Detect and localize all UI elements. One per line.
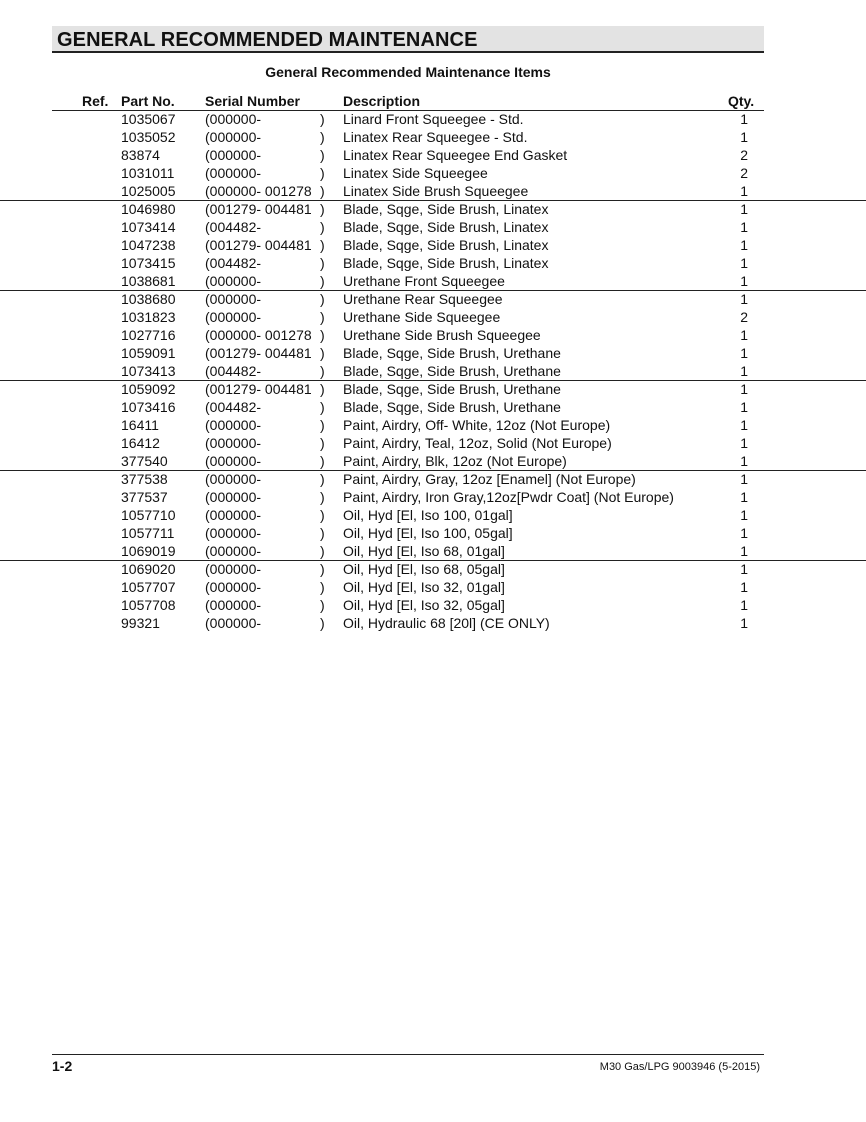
part-number-cell: 1057711 [121, 525, 175, 541]
part-number-cell: 1057710 [121, 507, 176, 523]
quantity-cell: 2 [740, 309, 748, 325]
serial-close-paren: ) [320, 561, 325, 577]
serial-number-cell: (004482- [205, 399, 262, 415]
description-cell: Blade, Sqge, Side Brush, Urethane [343, 363, 561, 379]
description-cell: Linatex Side Brush Squeegee [343, 183, 529, 199]
quantity-cell: 1 [740, 525, 748, 541]
serial-close-paren: ) [320, 417, 325, 433]
part-number-cell: 1069020 [121, 561, 176, 577]
quantity-cell: 1 [740, 327, 748, 343]
table-row [0, 129, 866, 147]
serial-close-paren: ) [320, 309, 325, 325]
quantity-cell: 1 [740, 255, 748, 271]
part-number-cell: 99321 [121, 615, 160, 631]
serial-number-cell: (000000- 001278 [205, 183, 312, 199]
part-number-cell: 1038680 [121, 291, 176, 307]
serial-number-cell: (000000- [205, 165, 262, 181]
part-number-cell: 377537 [121, 489, 168, 505]
serial-number-cell: (000000- [205, 453, 262, 469]
column-header-qty: Qty. [728, 93, 755, 109]
footer-divider [52, 1054, 764, 1055]
part-number-cell: 1073413 [121, 363, 176, 379]
description-cell: Blade, Sqge, Side Brush, Linatex [343, 219, 549, 235]
serial-close-paren: ) [320, 381, 325, 397]
serial-number-cell: (000000- [205, 471, 262, 487]
serial-close-paren: ) [320, 183, 325, 199]
part-number-cell: 1025005 [121, 183, 176, 199]
part-number-cell: 1073415 [121, 255, 176, 271]
table-row [0, 309, 866, 327]
part-number-cell: 1038681 [121, 273, 176, 289]
table-row [0, 345, 866, 363]
description-cell: Blade, Sqge, Side Brush, Urethane [343, 345, 561, 361]
serial-close-paren: ) [320, 201, 325, 217]
serial-number-cell: (004482- [205, 255, 262, 271]
quantity-cell: 1 [740, 489, 748, 505]
serial-close-paren: ) [320, 345, 325, 361]
description-cell: Linatex Side Squeegee [343, 165, 488, 181]
table-row [0, 219, 866, 237]
table-row [0, 201, 866, 219]
table-row [0, 543, 866, 561]
table-row [0, 615, 866, 633]
description-cell: Blade, Sqge, Side Brush, Linatex [343, 237, 549, 253]
description-cell: Oil, Hydraulic 68 [20l] (CE ONLY) [343, 615, 550, 631]
table-row [0, 453, 866, 471]
table-row [0, 489, 866, 507]
quantity-cell: 1 [740, 507, 748, 523]
quantity-cell: 1 [740, 453, 748, 469]
serial-close-paren: ) [320, 471, 325, 487]
description-cell: Urethane Side Squeegee [343, 309, 501, 325]
part-number-cell: 1059092 [121, 381, 176, 397]
column-header-serial-number: Serial Number [205, 93, 300, 109]
description-cell: Blade, Sqge, Side Brush, Linatex [343, 201, 549, 217]
quantity-cell: 1 [740, 417, 748, 433]
serial-close-paren: ) [320, 543, 325, 559]
serial-close-paren: ) [320, 507, 325, 523]
part-number-cell: 16411 [121, 417, 159, 433]
table-row [0, 291, 866, 309]
column-header-part-no: Part No. [121, 93, 175, 109]
table-row [0, 111, 866, 129]
serial-close-paren: ) [320, 129, 325, 145]
serial-number-cell: (000000- [205, 579, 262, 595]
part-number-cell: 1059091 [121, 345, 176, 361]
part-number-cell: 1035067 [121, 111, 176, 127]
serial-number-cell: (000000- 001278 [205, 327, 312, 343]
description-cell: Linatex Rear Squeegee - Std. [343, 129, 528, 145]
serial-close-paren: ) [320, 525, 325, 541]
document-id: M30 Gas/LPG 9003946 (5-2015) [599, 1061, 760, 1073]
table-row [0, 381, 866, 399]
serial-number-cell: (000000- [205, 597, 262, 613]
serial-number-cell: (000000- [205, 309, 262, 325]
serial-close-paren: ) [320, 597, 325, 613]
serial-close-paren: ) [320, 291, 325, 307]
serial-close-paren: ) [320, 615, 325, 631]
section-title-bar [52, 26, 764, 53]
description-cell: Paint, Airdry, Iron Gray,12oz[Pwdr Coat] (Not Europe) [343, 489, 674, 505]
table-row [0, 435, 866, 453]
description-cell: Oil, Hyd [El, Iso 68, 01gal] [343, 543, 505, 559]
description-cell: Paint, Airdry, Blk, 12oz (Not Europe) [343, 453, 567, 469]
quantity-cell: 1 [740, 129, 748, 145]
description-cell: Urethane Front Squeegee [343, 273, 505, 289]
quantity-cell: 1 [740, 291, 748, 307]
quantity-cell: 1 [740, 543, 748, 559]
quantity-cell: 1 [740, 561, 748, 577]
serial-close-paren: ) [320, 237, 325, 253]
table-row [0, 165, 866, 183]
part-number-cell: 1073416 [121, 399, 176, 415]
serial-number-cell: (000000- [205, 417, 262, 433]
serial-close-paren: ) [320, 219, 325, 235]
table-row [0, 507, 866, 525]
quantity-cell: 1 [740, 363, 748, 379]
quantity-cell: 1 [740, 435, 748, 451]
table-title: General Recommended Maintenance Items [265, 64, 551, 80]
description-cell: Paint, Airdry, Off- White, 12oz (Not Europe) [343, 417, 611, 433]
serial-close-paren: ) [320, 273, 325, 289]
serial-number-cell: (000000- [205, 489, 262, 505]
part-number-cell: 1047238 [121, 237, 176, 253]
quantity-cell: 1 [740, 219, 748, 235]
table-row [0, 363, 866, 381]
quantity-cell: 1 [740, 201, 748, 217]
description-cell: Oil, Hyd [El, Iso 32, 05gal] [343, 597, 505, 613]
page-number: 1-2 [52, 1058, 73, 1074]
table-row [0, 597, 866, 615]
serial-close-paren: ) [320, 165, 325, 181]
part-number-cell: 1035052 [121, 129, 176, 145]
table-row [0, 183, 866, 201]
quantity-cell: 1 [740, 399, 748, 415]
serial-number-cell: (000000- [205, 291, 262, 307]
serial-number-cell: (001279- 004481 [205, 201, 312, 217]
description-cell: Oil, Hyd [El, Iso 100, 05gal] [343, 525, 513, 541]
serial-number-cell: (000000- [205, 525, 262, 541]
serial-close-paren: ) [320, 255, 325, 271]
serial-number-cell: (000000- [205, 111, 262, 127]
description-cell: Blade, Sqge, Side Brush, Urethane [343, 381, 561, 397]
description-cell: Oil, Hyd [El, Iso 32, 01gal] [343, 579, 505, 595]
part-number-cell: 1027716 [121, 327, 176, 343]
page-title: GENERAL RECOMMENDED MAINTENANCE [57, 29, 478, 51]
table-row [0, 273, 866, 291]
table-row [0, 237, 866, 255]
serial-close-paren: ) [320, 579, 325, 595]
table-row [0, 255, 866, 273]
serial-close-paren: ) [320, 399, 325, 415]
quantity-cell: 1 [740, 345, 748, 361]
quantity-cell: 1 [740, 615, 748, 631]
table-row [0, 399, 866, 417]
serial-close-paren: ) [320, 363, 325, 379]
column-header-ref: Ref. [82, 93, 109, 109]
description-cell: Linard Front Squeegee - Std. [343, 111, 524, 127]
table-row [0, 327, 866, 345]
quantity-cell: 1 [740, 597, 748, 613]
description-cell: Urethane Side Brush Squeegee [343, 327, 541, 343]
serial-close-paren: ) [320, 453, 325, 469]
part-number-cell: 1031823 [121, 309, 176, 325]
serial-close-paren: ) [320, 111, 325, 127]
quantity-cell: 1 [740, 111, 748, 127]
serial-number-cell: (004482- [205, 219, 262, 235]
serial-number-cell: (001279- 004481 [205, 381, 312, 397]
quantity-cell: 2 [740, 165, 748, 181]
serial-close-paren: ) [320, 435, 325, 451]
description-cell: Oil, Hyd [El, Iso 100, 01gal] [343, 507, 513, 523]
part-number-cell: 1057707 [121, 579, 176, 595]
serial-number-cell: (001279- 004481 [205, 237, 312, 253]
part-number-cell: 377538 [121, 471, 168, 487]
parts-table-body [0, 111, 866, 633]
table-row [0, 579, 866, 597]
serial-close-paren: ) [320, 147, 325, 163]
table-row [0, 561, 866, 579]
description-cell: Paint, Airdry, Teal, 12oz, Solid (Not Europe) [343, 435, 612, 451]
serial-number-cell: (000000- [205, 273, 262, 289]
part-number-cell: 83874 [121, 147, 160, 163]
part-number-cell: 16412 [121, 435, 160, 451]
serial-number-cell: (000000- [205, 615, 262, 631]
description-cell: Paint, Airdry, Gray, 12oz [Enamel] (Not Europe) [343, 471, 636, 487]
quantity-cell: 1 [740, 237, 748, 253]
quantity-cell: 1 [740, 183, 748, 199]
quantity-cell: 1 [740, 381, 748, 397]
serial-number-cell: (000000- [205, 435, 262, 451]
quantity-cell: 1 [740, 471, 748, 487]
description-cell: Oil, Hyd [El, Iso 68, 05gal] [343, 561, 505, 577]
serial-number-cell: (001279- 004481 [205, 345, 312, 361]
serial-number-cell: (000000- [205, 507, 262, 523]
description-cell: Blade, Sqge, Side Brush, Linatex [343, 255, 549, 271]
part-number-cell: 1073414 [121, 219, 176, 235]
part-number-cell: 377540 [121, 453, 168, 469]
table-row [0, 417, 866, 435]
serial-number-cell: (000000- [205, 543, 262, 559]
part-number-cell: 1069019 [121, 543, 176, 559]
description-cell: Urethane Rear Squeegee [343, 291, 503, 307]
part-number-cell: 1046980 [121, 201, 176, 217]
part-number-cell: 1031011 [121, 165, 175, 181]
serial-close-paren: ) [320, 327, 325, 343]
description-cell: Linatex Rear Squeegee End Gasket [343, 147, 568, 163]
table-row [0, 147, 866, 165]
quantity-cell: 1 [740, 273, 748, 289]
serial-number-cell: (000000- [205, 147, 262, 163]
part-number-cell: 1057708 [121, 597, 176, 613]
table-row [0, 471, 866, 489]
serial-number-cell: (004482- [205, 363, 262, 379]
serial-number-cell: (000000- [205, 129, 262, 145]
quantity-cell: 1 [740, 579, 748, 595]
serial-number-cell: (000000- [205, 561, 262, 577]
quantity-cell: 2 [740, 147, 748, 163]
description-cell: Blade, Sqge, Side Brush, Urethane [343, 399, 561, 415]
column-header-description: Description [343, 93, 421, 109]
serial-close-paren: ) [320, 489, 325, 505]
table-row [0, 525, 866, 543]
